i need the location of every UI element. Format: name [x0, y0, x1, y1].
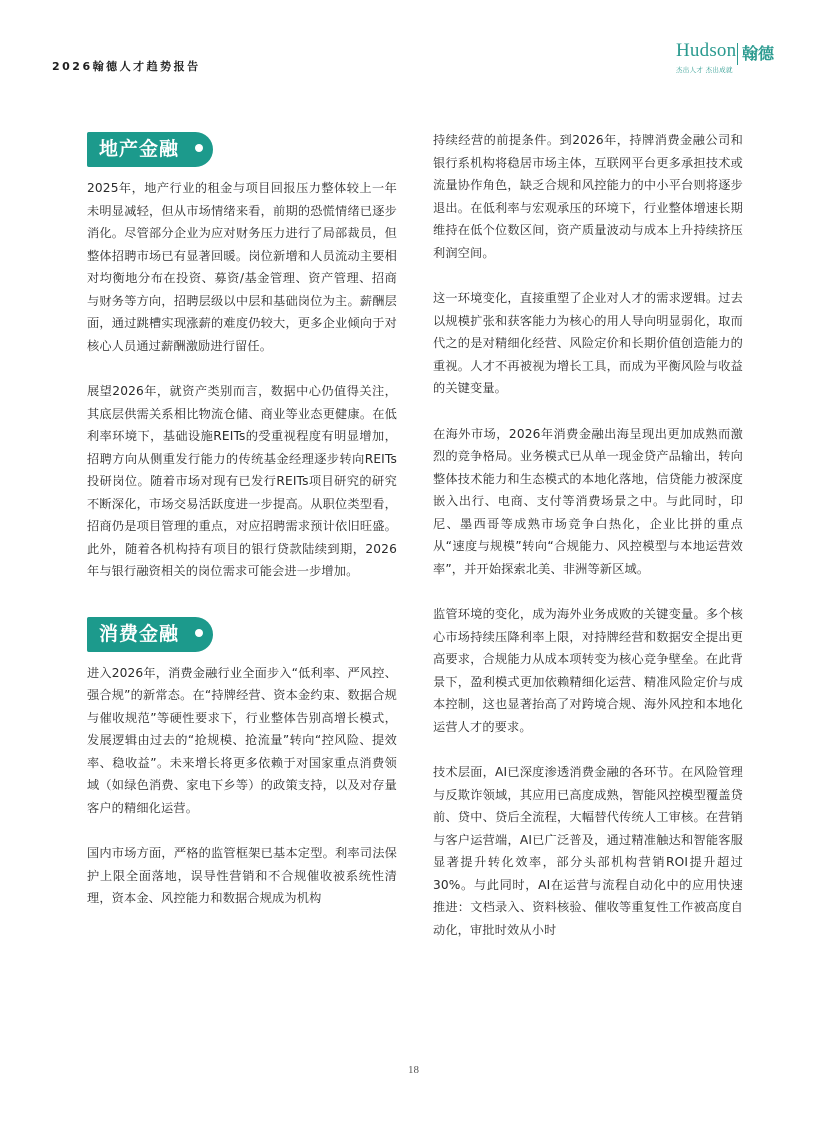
hudson-logo [676, 40, 786, 76]
logo-wordmark-cn: 翰德 [742, 44, 775, 63]
right-column [433, 129, 743, 941]
logo-wordmark-en: Hudson [676, 40, 737, 61]
paragraph: 展望2026年，就资产类别而言，数据中心仍值得关注，其底层供需关系相比物流仓储、商业等业态更健康。在低利率环境下，基础设施REITs的受重视程度有明显增加，招聘方向从侧重发行能力的传统基金经理逐步转向REITs投研岗位。随着市场对现有已发行REITs项目研究的研究不断深化，市场交易活跃度进一步提高。从职位类型看，招商仍是项目管理的重点，对应招聘需求预计依旧旺盛。此外，随着各机构持有项目的银行贷款陆续到期，2026年与银行融资相关的岗位需求可能会进一步增加。 [87, 384, 397, 578]
paragraph: 这一环境变化，直接重塑了企业对人才的需求逻辑。过去以规模扩张和获客能力为核心的用人导向明显弱化，取而代之的是对精细化经营、风险定价和长期价值创造能力的重视。人才不再被视为增长工具，而成为平衡风险与收益的关键变量。 [433, 291, 743, 395]
paragraph: 在海外市场，2026年消费金融出海呈现出更加成熟而激烈的竞争格局。业务模式已从单一现金贷产品输出，转向整体技术能力和生态模式的本地化落地，信贷能力被深度嵌入出行、电商、支付等消费场景之中。与此同时，印尼、墨西哥等成熟市场竞争白热化，企业比拼的重点从“速度与规模”转向“合规能力、风控模型与本地运营效率”，并开始探索北美、非洲等新区域。 [433, 426, 743, 576]
left-column [87, 132, 397, 910]
paragraph: 持续经营的前提条件。到2026年，持牌消费金融公司和银行系机构将稳居市场主体，互联网平台更多承担技术或流量协作角色，缺乏合规和风控能力的中小平台则将逐步退出。在低利率与宏观承压的环境下，行业整体增速长期维持在低个位数区间，资产质量波动与成本上升持续挤压利润空间。 [433, 133, 743, 260]
logo-tagline: 杰出人才 杰出成就 [676, 66, 733, 74]
paragraph: 国内市场方面，严格的监管框架已基本定型。利率司法保护上限全面落地，误导性营销和不合规催收被系统性清理，资本金、风控能力和数据合规成为机构 [87, 846, 397, 905]
paragraph: 2025年，地产行业的租金与项目回报压力整体较上一年未明显减轻，但从市场情绪来看，前期的恐慌情绪已逐步消化。尽管部分企业为应对财务压力进行了局部裁员，但整体招聘市场已有显著回暖。岗位新增和人员流动主要相对均衡地分布在投资、募资/基金管理、资产管理、招商与财务等方向，招聘层级以中层和基础岗位为主。薪酬层面，通过跳槽实现涨薪的难度仍较大，更多企业倾向于对核心人员通过薪酬激励进行留任。 [87, 181, 397, 353]
report-title: 2026翰德人才趋势报告 [52, 60, 201, 73]
logo-divider [737, 43, 738, 65]
section-heading-consumer-finance: 消费金融 [87, 617, 213, 652]
paragraph: 技术层面，AI已深度渗透消费金融的各环节。在风险管理与反欺诈领域，其应用已高度成熟，智能风控模型覆盖贷前、贷中、贷后全流程，大幅替代传统人工审核。在营销与客户运营端，AI已广泛普及，通过精准触达和智能客服显著提升转化效率，部分头部机构营销ROI提升超过30%。与此同时，AI在运营与流程自动化中的应用快速推进：文档录入、资料核验、催收等重复性工作被高度自动化，审批时效从小时 [433, 765, 743, 937]
paragraph: 进入2026年，消费金融行业全面步入“低利率、严风控、强合规”的新常态。在“持牌经营、资本金约束、数据合规与催收规范”等硬性要求下，行业整体告别高增长模式，发展逻辑由过去的“抢规模、抢流量”转向“控风险、提效率、稳收益”。未来增长将更多依赖于对国家重点消费领域（如绿色消费、家电下乡等）的政策支持，以及对存量客户的精细化运营。 [87, 665, 397, 815]
section-heading-real-estate-finance: 地产金融 [87, 132, 213, 167]
paragraph: 监管环境的变化，成为海外业务成败的关键变量。多个核心市场持续压降利率上限，对持牌经营和数据安全提出更高要求，合规能力从成本项转变为核心竞争壁垒。在此背景下，盈利模式更加依赖精细化运营、精准风险定价与成本控制，这也显著抬高了对跨境合规、海外风控和本地化运营人才的要求。 [433, 607, 743, 734]
page-number: 18 [408, 1064, 419, 1076]
